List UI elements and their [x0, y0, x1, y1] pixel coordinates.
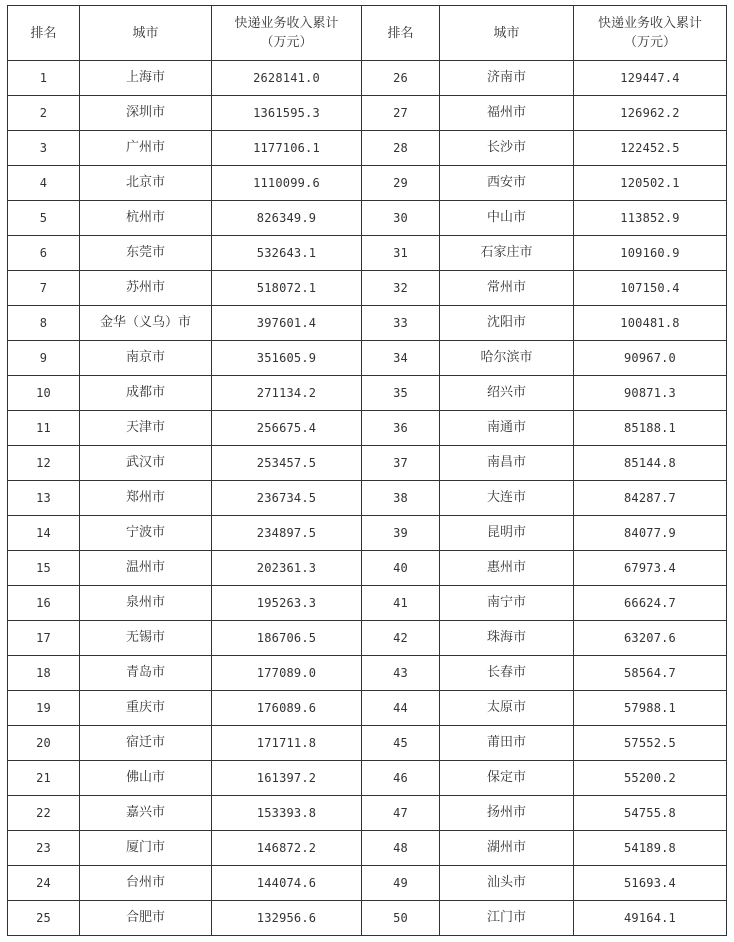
revenue-cell: 351605.9 [212, 341, 362, 376]
city-cell: 重庆市 [80, 691, 212, 726]
revenue-cell: 126962.2 [574, 96, 727, 131]
rank-cell: 47 [362, 796, 440, 831]
revenue-cell: 1110099.6 [212, 166, 362, 201]
rank-cell: 25 [8, 901, 80, 936]
city-cell: 南通市 [440, 411, 574, 446]
rank-cell: 26 [362, 61, 440, 96]
revenue-cell: 146872.2 [212, 831, 362, 866]
rank-cell: 41 [362, 586, 440, 621]
city-cell: 宿迁市 [80, 726, 212, 761]
rank-cell: 32 [362, 271, 440, 306]
rank-cell: 45 [362, 726, 440, 761]
city-cell: 合肥市 [80, 901, 212, 936]
table-row [8, 96, 727, 131]
revenue-cell: 186706.5 [212, 621, 362, 656]
rank-cell: 7 [8, 271, 80, 306]
city-cell: 苏州市 [80, 271, 212, 306]
revenue-cell: 144074.6 [212, 866, 362, 901]
city-cell: 南昌市 [440, 446, 574, 481]
rank-cell: 22 [8, 796, 80, 831]
rank-cell: 2 [8, 96, 80, 131]
revenue-cell: 63207.6 [574, 621, 727, 656]
header-revenue [212, 6, 362, 61]
city-cell: 上海市 [80, 61, 212, 96]
revenue-cell: 177089.0 [212, 656, 362, 691]
table-row [8, 236, 727, 271]
header-row [8, 6, 727, 61]
revenue-cell: 54755.8 [574, 796, 727, 831]
revenue-cell: 234897.5 [212, 516, 362, 551]
rank-cell: 30 [362, 201, 440, 236]
city-cell: 惠州市 [440, 551, 574, 586]
city-cell: 郑州市 [80, 481, 212, 516]
header-revenue-unit-right: （万元） [623, 35, 676, 50]
table-row [8, 761, 727, 796]
revenue-cell: 256675.4 [212, 411, 362, 446]
rank-cell: 19 [8, 691, 80, 726]
rank-cell: 37 [362, 446, 440, 481]
revenue-cell: 120502.1 [574, 166, 727, 201]
header-city: 城市 [80, 6, 212, 61]
table-row [8, 901, 727, 936]
city-cell: 温州市 [80, 551, 212, 586]
city-cell: 湖州市 [440, 831, 574, 866]
city-cell: 嘉兴市 [80, 796, 212, 831]
city-cell: 珠海市 [440, 621, 574, 656]
city-cell: 天津市 [80, 411, 212, 446]
city-cell: 佛山市 [80, 761, 212, 796]
city-cell: 哈尔滨市 [440, 341, 574, 376]
revenue-cell: 153393.8 [212, 796, 362, 831]
header-city-right: 城市 [440, 6, 574, 61]
table-row [8, 306, 727, 341]
revenue-cell: 66624.7 [574, 586, 727, 621]
header-revenue-unit: （万元） [260, 35, 313, 50]
revenue-cell: 107150.4 [574, 271, 727, 306]
city-cell: 宁波市 [80, 516, 212, 551]
revenue-cell: 826349.9 [212, 201, 362, 236]
table-row [8, 586, 727, 621]
revenue-cell: 85144.8 [574, 446, 727, 481]
city-cell: 杭州市 [80, 201, 212, 236]
table-row [8, 656, 727, 691]
rank-cell: 3 [8, 131, 80, 166]
table-row [8, 726, 727, 761]
table-row [8, 621, 727, 656]
revenue-cell: 57552.5 [574, 726, 727, 761]
rank-cell: 35 [362, 376, 440, 411]
header-revenue-title-right: 快递业务收入累计 [597, 16, 702, 31]
city-cell: 石家庄市 [440, 236, 574, 271]
city-cell: 沈阳市 [440, 306, 574, 341]
city-cell: 汕头市 [440, 866, 574, 901]
city-cell: 西安市 [440, 166, 574, 201]
rank-cell: 44 [362, 691, 440, 726]
rank-cell: 39 [362, 516, 440, 551]
rank-cell: 9 [8, 341, 80, 376]
revenue-cell: 54189.8 [574, 831, 727, 866]
revenue-cell: 122452.5 [574, 131, 727, 166]
table-row [8, 551, 727, 586]
city-cell: 江门市 [440, 901, 574, 936]
table-row [8, 411, 727, 446]
rank-cell: 38 [362, 481, 440, 516]
table-row [8, 131, 727, 166]
table-row [8, 866, 727, 901]
revenue-cell: 100481.8 [574, 306, 727, 341]
city-cell: 长沙市 [440, 131, 574, 166]
city-cell: 东莞市 [80, 236, 212, 271]
rank-cell: 8 [8, 306, 80, 341]
city-cell: 北京市 [80, 166, 212, 201]
rank-cell: 50 [362, 901, 440, 936]
city-cell: 台州市 [80, 866, 212, 901]
revenue-cell: 271134.2 [212, 376, 362, 411]
revenue-cell: 90967.0 [574, 341, 727, 376]
rank-cell: 34 [362, 341, 440, 376]
rank-cell: 18 [8, 656, 80, 691]
rank-cell: 1 [8, 61, 80, 96]
city-cell: 绍兴市 [440, 376, 574, 411]
city-cell: 莆田市 [440, 726, 574, 761]
rank-cell: 48 [362, 831, 440, 866]
header-revenue-right [574, 6, 727, 61]
rank-cell: 40 [362, 551, 440, 586]
revenue-cell: 55200.2 [574, 761, 727, 796]
revenue-cell: 1177106.1 [212, 131, 362, 166]
city-cell: 泉州市 [80, 586, 212, 621]
rank-cell: 49 [362, 866, 440, 901]
city-cell: 大连市 [440, 481, 574, 516]
revenue-cell: 202361.3 [212, 551, 362, 586]
rank-cell: 28 [362, 131, 440, 166]
revenue-cell: 57988.1 [574, 691, 727, 726]
revenue-cell: 58564.7 [574, 656, 727, 691]
rank-cell: 27 [362, 96, 440, 131]
city-cell: 扬州市 [440, 796, 574, 831]
rank-cell: 33 [362, 306, 440, 341]
revenue-cell: 397601.4 [212, 306, 362, 341]
rank-cell: 6 [8, 236, 80, 271]
rank-cell: 36 [362, 411, 440, 446]
revenue-cell: 2628141.0 [212, 61, 362, 96]
ranking-table [7, 5, 727, 936]
city-cell: 常州市 [440, 271, 574, 306]
revenue-cell: 67973.4 [574, 551, 727, 586]
revenue-cell: 532643.1 [212, 236, 362, 271]
table-row [8, 166, 727, 201]
rank-cell: 16 [8, 586, 80, 621]
revenue-cell: 518072.1 [212, 271, 362, 306]
revenue-cell: 84287.7 [574, 481, 727, 516]
rank-cell: 13 [8, 481, 80, 516]
table-row [8, 271, 727, 306]
header-revenue-title: 快递业务收入累计 [234, 16, 339, 31]
table-row [8, 376, 727, 411]
revenue-cell: 113852.9 [574, 201, 727, 236]
city-cell: 中山市 [440, 201, 574, 236]
rank-cell: 4 [8, 166, 80, 201]
rank-cell: 31 [362, 236, 440, 271]
table-row [8, 831, 727, 866]
rank-cell: 29 [362, 166, 440, 201]
table-row [8, 516, 727, 551]
rank-cell: 24 [8, 866, 80, 901]
revenue-cell: 253457.5 [212, 446, 362, 481]
table-row [8, 201, 727, 236]
revenue-cell: 171711.8 [212, 726, 362, 761]
header-rank-right: 排名 [362, 6, 440, 61]
city-cell: 青岛市 [80, 656, 212, 691]
revenue-cell: 84077.9 [574, 516, 727, 551]
city-cell: 太原市 [440, 691, 574, 726]
rank-cell: 17 [8, 621, 80, 656]
rank-cell: 5 [8, 201, 80, 236]
city-cell: 金华（义乌）市 [80, 306, 212, 341]
revenue-cell: 85188.1 [574, 411, 727, 446]
city-cell: 福州市 [440, 96, 574, 131]
revenue-cell: 49164.1 [574, 901, 727, 936]
table-row [8, 446, 727, 481]
revenue-cell: 176089.6 [212, 691, 362, 726]
table-row [8, 61, 727, 96]
rank-cell: 43 [362, 656, 440, 691]
city-cell: 济南市 [440, 61, 574, 96]
table-body [8, 61, 727, 936]
city-cell: 成都市 [80, 376, 212, 411]
rank-cell: 23 [8, 831, 80, 866]
rank-cell: 15 [8, 551, 80, 586]
rank-cell: 11 [8, 411, 80, 446]
rank-cell: 12 [8, 446, 80, 481]
revenue-cell: 132956.6 [212, 901, 362, 936]
table-row [8, 796, 727, 831]
revenue-cell: 51693.4 [574, 866, 727, 901]
table-row [8, 341, 727, 376]
table-row [8, 481, 727, 516]
city-cell: 保定市 [440, 761, 574, 796]
revenue-cell: 161397.2 [212, 761, 362, 796]
rank-cell: 21 [8, 761, 80, 796]
city-cell: 长春市 [440, 656, 574, 691]
revenue-cell: 236734.5 [212, 481, 362, 516]
rank-cell: 20 [8, 726, 80, 761]
table-row [8, 691, 727, 726]
revenue-cell: 90871.3 [574, 376, 727, 411]
city-cell: 无锡市 [80, 621, 212, 656]
city-cell: 深圳市 [80, 96, 212, 131]
rank-cell: 14 [8, 516, 80, 551]
revenue-cell: 109160.9 [574, 236, 727, 271]
city-cell: 南京市 [80, 341, 212, 376]
revenue-cell: 1361595.3 [212, 96, 362, 131]
revenue-cell: 195263.3 [212, 586, 362, 621]
city-cell: 南宁市 [440, 586, 574, 621]
city-cell: 广州市 [80, 131, 212, 166]
rank-cell: 42 [362, 621, 440, 656]
header-rank: 排名 [8, 6, 80, 61]
revenue-cell: 129447.4 [574, 61, 727, 96]
city-cell: 武汉市 [80, 446, 212, 481]
city-cell: 昆明市 [440, 516, 574, 551]
table-header [8, 6, 727, 61]
rank-cell: 46 [362, 761, 440, 796]
rank-cell: 10 [8, 376, 80, 411]
city-cell: 厦门市 [80, 831, 212, 866]
